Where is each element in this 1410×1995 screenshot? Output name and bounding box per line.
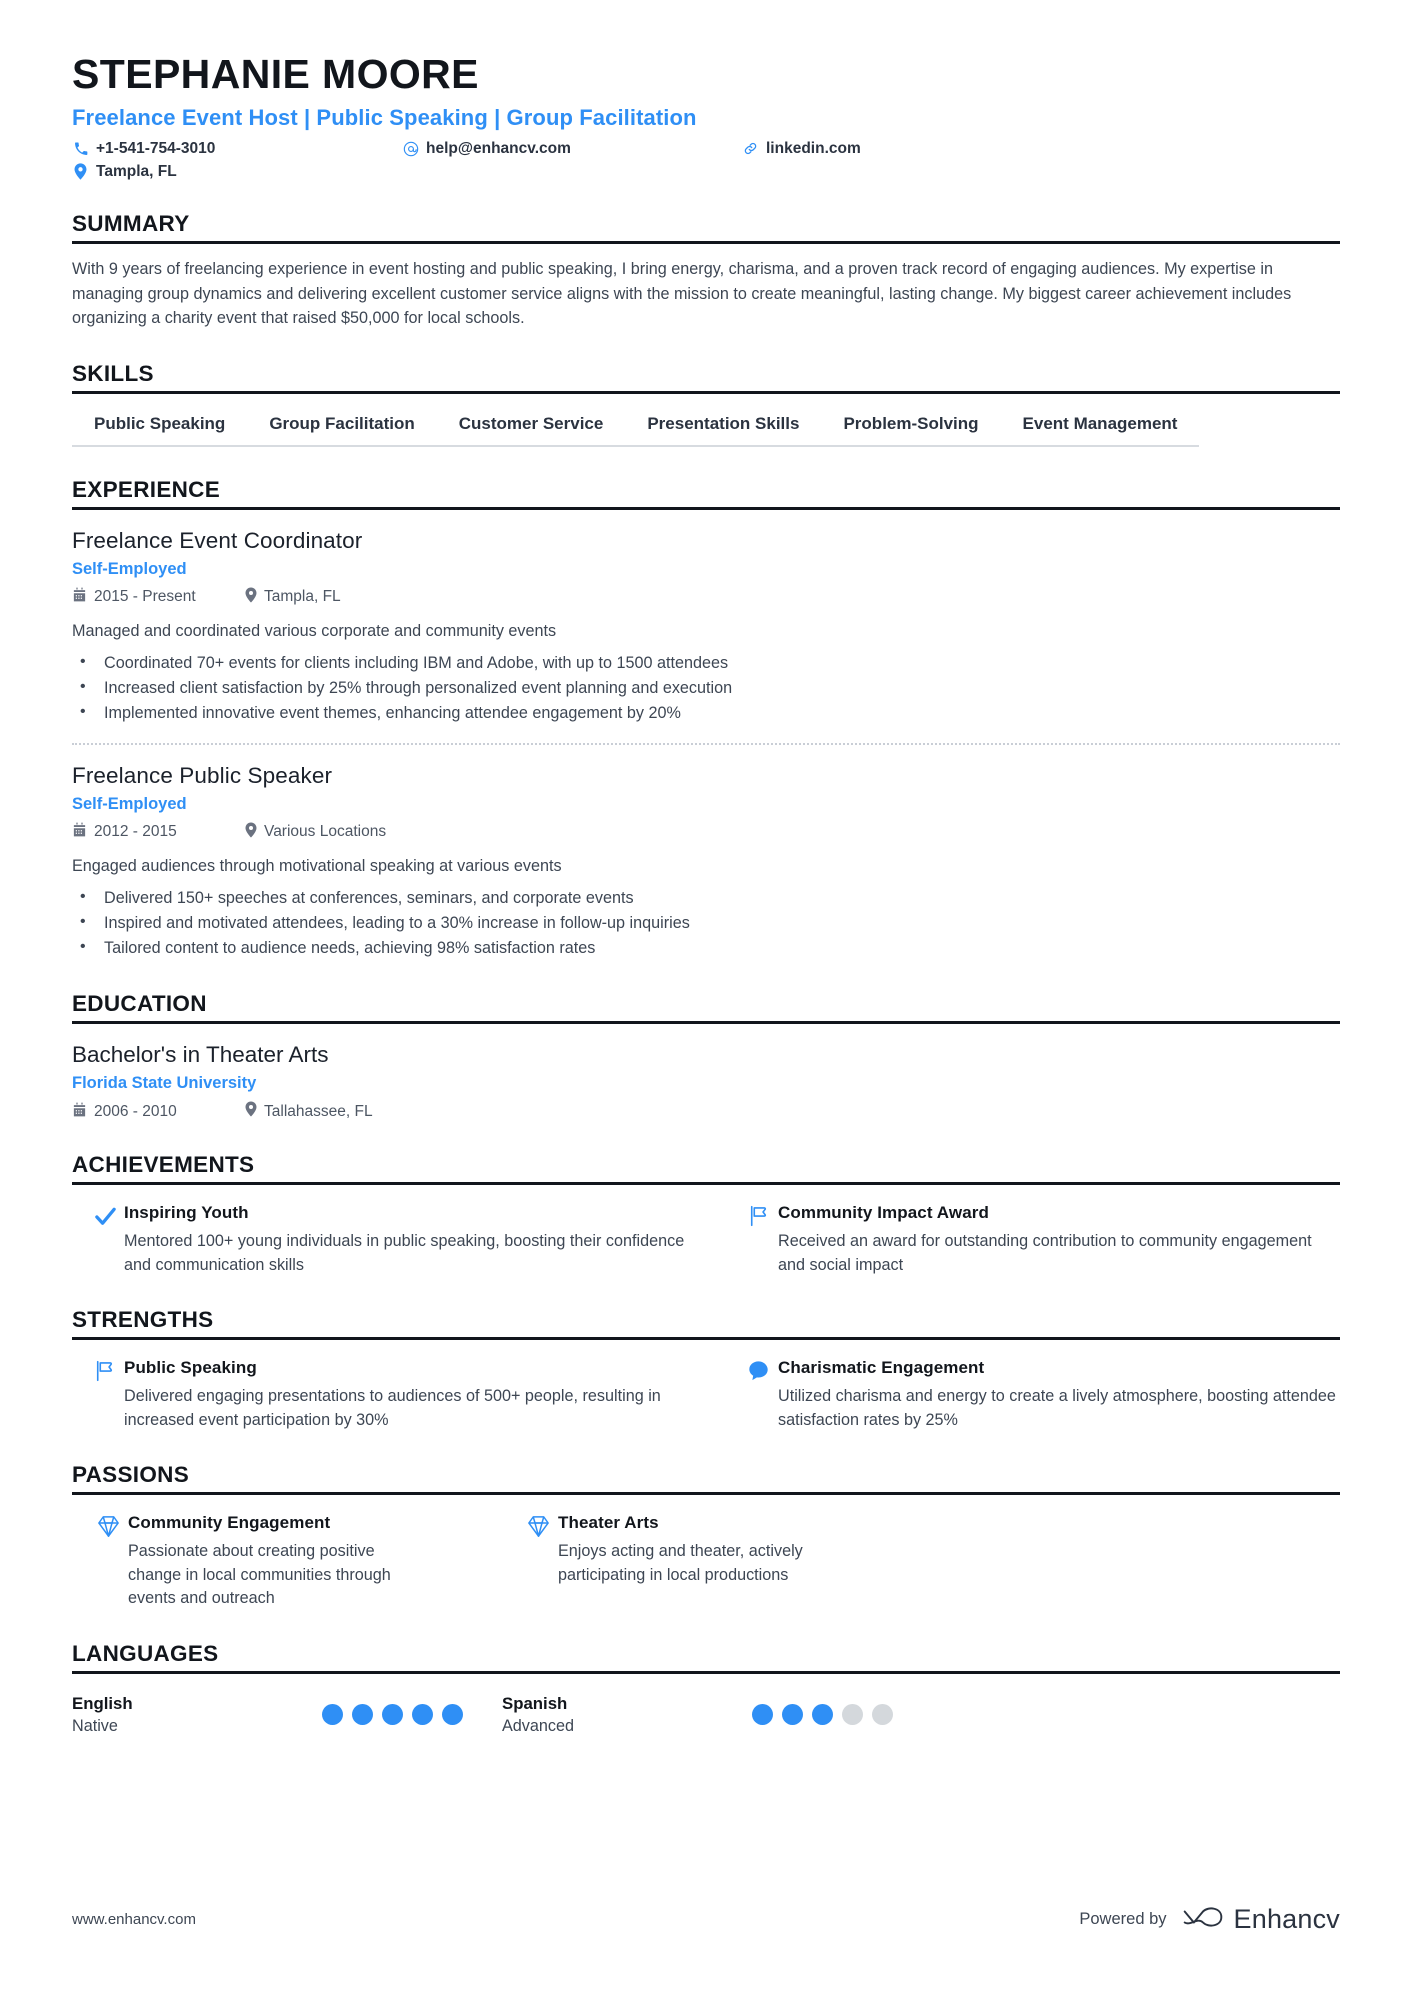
- language-item: [72, 1694, 502, 1736]
- passion-item-description: Enjoys acting and theater, actively participating in local productions: [558, 1542, 803, 1584]
- language-level-dot: [352, 1704, 373, 1725]
- education-location: [245, 1101, 373, 1122]
- languages-list: [72, 1694, 1340, 1736]
- section-title-skills: SKILLS: [72, 360, 154, 386]
- education-location-value: Tallahassee, FL: [264, 1102, 373, 1120]
- education-meta: [72, 1101, 1340, 1122]
- language-level-dot: [782, 1704, 803, 1725]
- achievement-item-body: [124, 1203, 686, 1277]
- strength-item-description: Delivered engaging presentations to audiences of 500+ people, resulting in increased event participation by 30%: [124, 1387, 661, 1429]
- section-divider: [72, 1492, 1340, 1495]
- education-dates-value: 2006 - 2010: [94, 1102, 177, 1120]
- achievement-item: [726, 1203, 1340, 1277]
- language-names: [72, 1694, 322, 1736]
- flag-icon: [72, 1358, 124, 1382]
- language-name: English: [72, 1693, 133, 1713]
- section-title-strengths: STRENGTHS: [72, 1307, 214, 1333]
- section-summary: [72, 211, 1340, 331]
- section-strengths: [72, 1307, 1340, 1432]
- language-level-dot: [842, 1704, 863, 1725]
- location-icon: [72, 163, 89, 180]
- job-location-value: Various Locations: [264, 823, 387, 841]
- contact-row: [72, 140, 1340, 181]
- passions-list: [72, 1513, 1340, 1610]
- job-location-value: Tampla, FL: [264, 588, 341, 606]
- passion-item-body: [128, 1513, 502, 1610]
- experience-list: [72, 510, 1340, 962]
- section-divider: [72, 391, 1340, 394]
- section-education: [72, 991, 1340, 1122]
- skill-tag: Problem-Solving: [821, 414, 1000, 447]
- pin-icon: [245, 1101, 257, 1122]
- powered-by-label: Powered by: [1079, 1910, 1167, 1928]
- contact-phone-value: +1-541-754-3010: [96, 139, 216, 157]
- contact-email[interactable]: [402, 140, 742, 158]
- speech-bubble-icon: [726, 1358, 778, 1381]
- experience-bullet: • Tailored content to audience needs, achieving 98% satisfaction rates: [72, 936, 1340, 961]
- experience-item: [72, 510, 1340, 727]
- experience-bullet: • Implemented innovative event themes, enhancing attendee engagement by 20%: [72, 701, 1340, 726]
- check-icon: [72, 1203, 124, 1228]
- enhancv-mark-icon: [1181, 1904, 1225, 1935]
- job-description: Engaged audiences through motivational speaking at various events: [72, 856, 562, 875]
- skills-list: [72, 414, 1340, 447]
- diamond-icon: [502, 1513, 558, 1538]
- language-level-dots: [752, 1704, 893, 1725]
- strength-item-body: [778, 1358, 1340, 1432]
- language-level-dot: [442, 1704, 463, 1725]
- contact-location: [72, 163, 402, 181]
- link-icon: [742, 141, 759, 156]
- education-list: [72, 1024, 1340, 1122]
- experience-bullet: • Inspired and motivated attendees, leading to a 30% increase in follow-up inquiries: [72, 911, 1340, 936]
- job-location: [245, 587, 341, 608]
- strengths-list: [72, 1358, 1340, 1432]
- skill-tag: Presentation Skills: [625, 414, 821, 447]
- skill-tag: Customer Service: [437, 414, 626, 447]
- language-level-dot: [752, 1704, 773, 1725]
- experience-bullet: • Delivered 150+ speeches at conferences, seminars, and corporate events: [72, 886, 1340, 911]
- pin-icon: [245, 822, 257, 843]
- summary-text: With 9 years of freelancing experience in event hosting and public speaking, I bring energy, charisma, and a proven track record of engaging audiences. My expertise in managing group dynamics and delivering excellent customer service aligns with the mission to create meaningful, lasting change. My biggest career achievement includes organizing a charity event that raised $50,000 for local schools.: [72, 259, 1292, 328]
- language-level-dot: [412, 1704, 433, 1725]
- language-level: Native: [72, 1716, 118, 1735]
- education-item: [72, 1024, 1340, 1122]
- job-dates-value: 2015 - Present: [94, 588, 196, 606]
- job-title: Freelance Public Speaker: [72, 762, 333, 788]
- pin-icon: [245, 587, 257, 608]
- education-degree: Bachelor's in Theater Arts: [72, 1042, 329, 1068]
- language-names: [502, 1694, 752, 1736]
- phone-icon: [72, 142, 89, 156]
- footer-url[interactable]: www.enhancv.com: [72, 1911, 196, 1928]
- flag-icon: [726, 1203, 778, 1227]
- passion-item-body: [558, 1513, 1340, 1587]
- contact-email-value: help@enhancv.com: [426, 139, 571, 157]
- job-bullets: [72, 651, 1340, 726]
- section-title-experience: EXPERIENCE: [72, 476, 221, 502]
- section-divider: [72, 1671, 1340, 1674]
- strength-item: [726, 1358, 1340, 1432]
- passion-item-description: Passionate about creating positive change in local communities through events and outreach: [128, 1542, 391, 1608]
- section-divider: [72, 1337, 1340, 1340]
- achievement-item: [72, 1203, 686, 1277]
- education-dates: [72, 1102, 235, 1122]
- candidate-headline: Freelance Event Host | Public Speaking | Group Facilitation: [72, 104, 697, 130]
- section-title-languages: LANGUAGES: [72, 1640, 219, 1666]
- resume-header: [72, 52, 1340, 181]
- section-divider: [72, 241, 1340, 244]
- job-meta: [72, 822, 1340, 843]
- section-passions: [72, 1462, 1340, 1610]
- passion-item-title: Theater Arts: [558, 1513, 659, 1533]
- language-level-dots: [322, 1704, 463, 1725]
- section-divider: [72, 1182, 1340, 1185]
- education-school: Florida State University: [72, 1074, 257, 1093]
- section-title-passions: PASSIONS: [72, 1462, 190, 1488]
- job-dates: [72, 822, 235, 842]
- language-level-dot: [382, 1704, 403, 1725]
- passion-item-title: Community Engagement: [128, 1513, 331, 1533]
- language-level-dot: [812, 1704, 833, 1725]
- calendar-icon: [72, 1102, 87, 1122]
- strength-item-description: Utilized charisma and energy to create a lively atmosphere, boosting attendee satisfaction rates by 25%: [778, 1387, 1336, 1429]
- contact-location-value: Tampla, FL: [96, 162, 177, 180]
- section-title-summary: SUMMARY: [72, 210, 190, 236]
- achievement-item-description: Received an award for outstanding contribution to community engagement and social impact: [778, 1232, 1312, 1274]
- achievement-item-title: Community Impact Award: [778, 1203, 989, 1223]
- experience-bullet: • Increased client satisfaction by 25% through personalized event planning and execution: [72, 676, 1340, 701]
- language-level-dot: [322, 1704, 343, 1725]
- strength-item-title: Charismatic Engagement: [778, 1358, 985, 1378]
- experience-bullet: • Coordinated 70+ events for clients including IBM and Adobe, with up to 1500 attendees: [72, 651, 1340, 676]
- section-title-achievements: ACHIEVEMENTS: [72, 1152, 255, 1178]
- job-description: Managed and coordinated various corporate and community events: [72, 621, 557, 640]
- calendar-icon: [72, 822, 87, 842]
- section-languages: [72, 1641, 1340, 1736]
- strength-item-title: Public Speaking: [124, 1358, 257, 1378]
- job-dates-value: 2012 - 2015: [94, 823, 177, 841]
- job-title: Freelance Event Coordinator: [72, 527, 363, 553]
- email-icon: [402, 141, 419, 157]
- resume-footer: [72, 1904, 1340, 1935]
- contact-link[interactable]: [742, 140, 1042, 158]
- contact-phone[interactable]: [72, 140, 402, 158]
- job-bullets: [72, 886, 1340, 961]
- section-achievements: [72, 1152, 1340, 1277]
- passion-item: [72, 1513, 502, 1610]
- job-company: Self-Employed: [72, 559, 187, 578]
- language-level: Advanced: [502, 1716, 574, 1735]
- candidate-name: STEPHANIE MOORE: [72, 51, 479, 97]
- contact-link-value: linkedin.com: [766, 139, 861, 157]
- language-level-dot: [872, 1704, 893, 1725]
- achievements-list: [72, 1203, 1340, 1277]
- skill-tag: Public Speaking: [72, 414, 247, 447]
- calendar-icon: [72, 587, 87, 607]
- footer-brand-group: [1079, 1904, 1340, 1935]
- job-location: [245, 822, 386, 843]
- skill-tag: Group Facilitation: [247, 414, 436, 447]
- section-experience: [72, 477, 1340, 962]
- passion-item: [502, 1513, 1340, 1610]
- skill-tag: Event Management: [1001, 414, 1200, 447]
- job-company: Self-Employed: [72, 794, 187, 813]
- job-meta: [72, 587, 1340, 608]
- brand-name: Enhancv: [1233, 1904, 1340, 1934]
- achievement-item-title: Inspiring Youth: [124, 1203, 249, 1223]
- section-title-education: EDUCATION: [72, 991, 207, 1017]
- language-name: Spanish: [502, 1693, 568, 1713]
- experience-item: [72, 745, 1340, 962]
- strength-item: [72, 1358, 686, 1432]
- achievement-item-body: [778, 1203, 1340, 1277]
- achievement-item-description: Mentored 100+ young individuals in public speaking, boosting their confidence and communication skills: [124, 1232, 685, 1274]
- diamond-icon: [72, 1513, 128, 1538]
- job-dates: [72, 587, 235, 607]
- strength-item-body: [124, 1358, 686, 1432]
- brand-logo: [1181, 1904, 1340, 1935]
- language-item: [502, 1694, 1340, 1736]
- section-skills: [72, 361, 1340, 447]
